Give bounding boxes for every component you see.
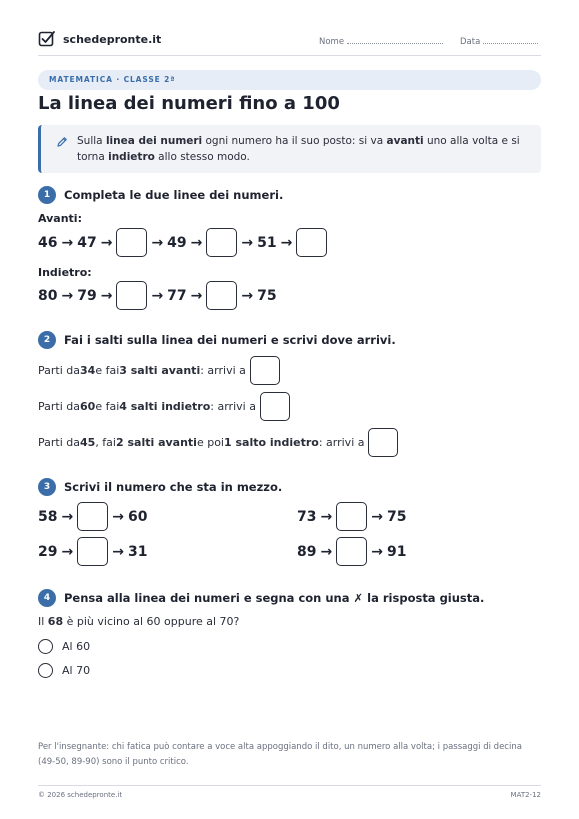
answer-box[interactable]	[296, 228, 327, 257]
page-header	[38, 30, 541, 56]
answer-box[interactable]	[116, 228, 147, 257]
option-70[interactable]: Al 70	[38, 663, 90, 678]
section-2-header	[38, 331, 396, 349]
closest-question: Il 68 è più vicino al 60 oppure al 70?	[38, 615, 240, 628]
section-4-title: Pensa alla linea dei numeri e segna con una ✗ la risposta giusta.	[64, 591, 485, 605]
info-callout	[38, 125, 541, 173]
section-3-badge: 3	[38, 478, 56, 496]
answer-box[interactable]	[206, 228, 237, 257]
backward-sequence: 80 → 79 → → 77 → → 75	[38, 281, 277, 310]
section-3-header	[38, 478, 282, 496]
jump-question-2: Parti da 60 e fai 4 salti indietro : arrivi a	[38, 392, 290, 421]
answer-box[interactable]	[368, 428, 398, 457]
answer-box[interactable]	[250, 356, 280, 385]
teacher-note: Per l'insegnante: chi fatica può contare a voce alta appoggiando il dito, un numero alla volta; i passaggi di decina (49-50, 89-90) sono il punto critico.	[38, 742, 522, 767]
radio-circle-icon[interactable]	[38, 639, 53, 654]
option-60[interactable]: Al 60	[38, 639, 90, 654]
pencil-icon	[56, 136, 68, 148]
forward-sequence: 46 → 47 → → 49 → → 51 →	[38, 228, 327, 257]
subject-pill: MATEMATICA · CLASSE 2ª	[38, 70, 541, 90]
answer-box[interactable]	[336, 502, 367, 531]
section-1-title: Completa le due linee dei numeri.	[64, 188, 284, 202]
date-blank	[483, 35, 538, 44]
section-2-badge: 2	[38, 331, 56, 349]
callout-text: Sulla linea dei numeri ogni numero ha il suo posto: si va avanti uno alla volta e si torna indietro allo stesso modo.	[77, 135, 520, 163]
section-2-title: Fai i salti sulla linea dei numeri e scrivi dove arrivi.	[64, 333, 396, 347]
jump-question-3: Parti da 45 , fai 2 salti avanti e poi 1 salto indietro : arrivi a	[38, 428, 398, 457]
answer-box[interactable]	[206, 281, 237, 310]
checkbox-check-icon	[38, 30, 56, 48]
date-field	[460, 35, 538, 47]
answer-box[interactable]	[336, 537, 367, 566]
copyright: © 2026 schedepronte.it	[38, 791, 123, 799]
answer-box[interactable]	[260, 392, 290, 421]
middle-number-item: 73 → → 75	[297, 502, 406, 531]
brand-logo	[38, 30, 161, 48]
answer-box[interactable]	[116, 281, 147, 310]
middle-number-item: 89 → → 91	[297, 537, 406, 566]
name-label: Nome	[319, 37, 345, 47]
name-field	[319, 35, 443, 47]
answer-box[interactable]	[77, 537, 108, 566]
worksheet-code: MAT2-12	[510, 791, 541, 799]
cross-mark-icon: ✗	[353, 591, 364, 605]
section-1-badge: 1	[38, 186, 56, 204]
middle-number-item: 58 → → 60	[38, 502, 147, 531]
forward-label: Avanti:	[38, 212, 82, 225]
section-4-header	[38, 589, 484, 607]
jump-question-1: Parti da 34 e fai 3 salti avanti : arrivi a	[38, 356, 280, 385]
answer-box[interactable]	[77, 502, 108, 531]
brand-name: schedepronte.it	[63, 32, 162, 46]
section-3-title: Scrivi il numero che sta in mezzo.	[64, 480, 283, 494]
middle-number-item: 29 → → 31	[38, 537, 147, 566]
radio-circle-icon[interactable]	[38, 663, 53, 678]
section-1-header	[38, 186, 283, 204]
section-4-badge: 4	[38, 589, 56, 607]
page-footer	[38, 785, 541, 799]
page-title: La linea dei numeri fino a 100	[38, 93, 340, 114]
name-blank	[347, 35, 443, 44]
backward-label: Indietro:	[38, 266, 92, 279]
date-label: Data	[460, 37, 481, 47]
